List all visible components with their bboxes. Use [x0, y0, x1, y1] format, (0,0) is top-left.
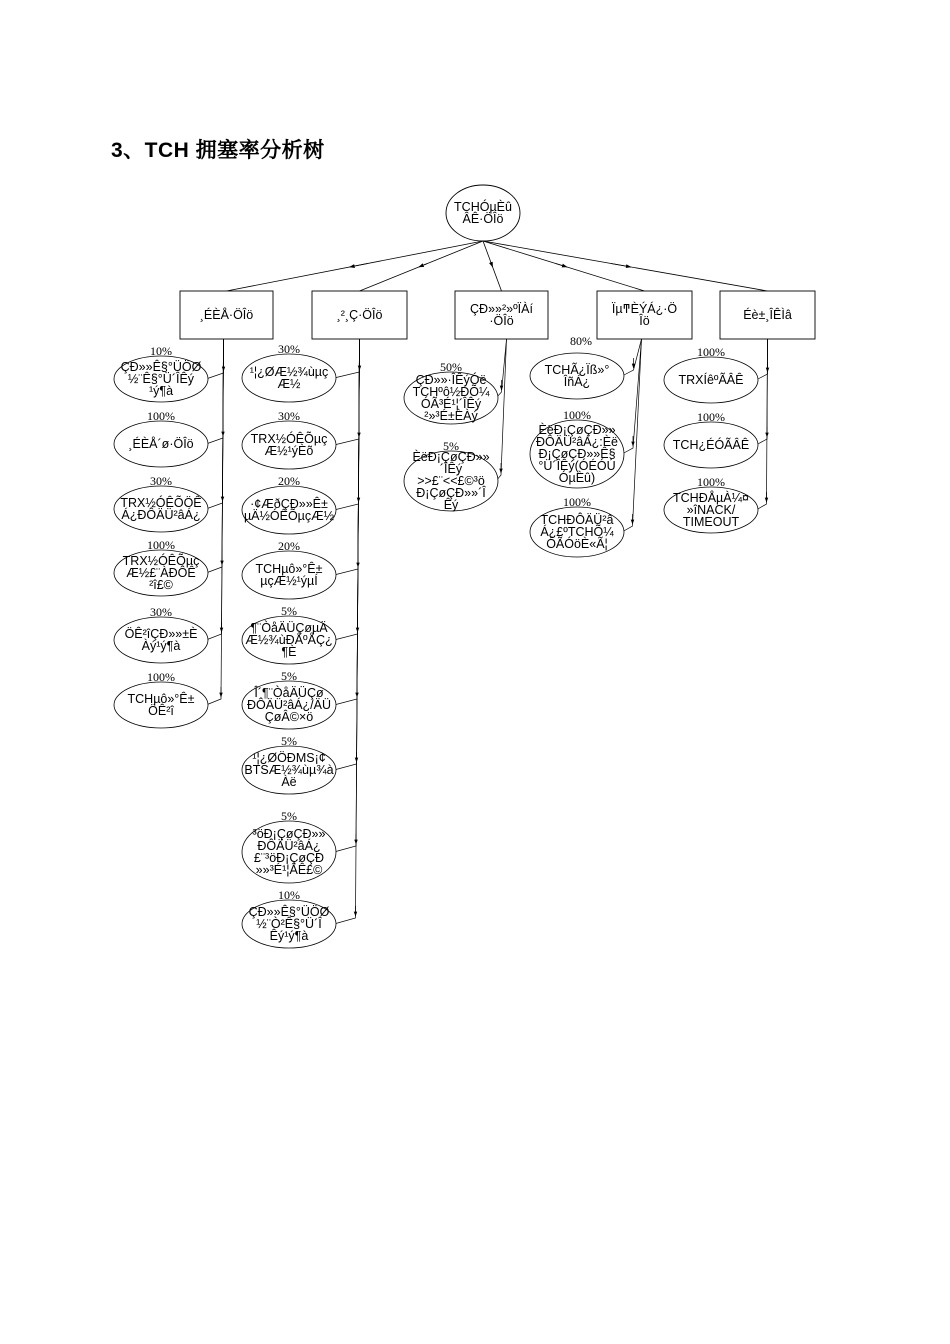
branch-2-child-5-connector: [334, 339, 360, 640]
branch-2-child-2-connector: [334, 339, 360, 445]
branch-1-child-1-connector: [206, 339, 224, 379]
branch-3-child-2-text: >>£¨<<£©³ö: [417, 474, 485, 488]
branch-2-child-7-text: ¹¦¿ØÖÐMS¡¢: [252, 751, 326, 765]
branch-4-child-3-percentage: 100%: [563, 495, 591, 509]
branch-2-child-2-text: TRX½ÓÊÕµç: [250, 432, 328, 446]
branch-2-child-6-text: Î´¶¨ÒåÄÜÇø: [254, 686, 324, 700]
branch-2-child-8-text: ³öÐ¡ÇøÇÐ»»: [252, 827, 326, 841]
branch-3-box-text: ÇÐ»»²»ºÏÀí: [470, 302, 533, 316]
branch-2-child-6-connector: [334, 339, 360, 705]
root-node-text: TCHÓµÈû: [454, 200, 512, 214]
branch-4-child-1-text: ÎñÁ¿: [563, 375, 591, 389]
branch-4-child-2-text: °Ü´ÎÊý(ÓÉÓÚ: [538, 459, 616, 473]
branch-3-child-2-connector: [496, 339, 507, 481]
branch-2-child-3-percentage: 20%: [278, 474, 300, 488]
branch-3-child-2-text: ´ÎÊý: [439, 462, 463, 476]
branch-3-child-2-percentage: 5%: [443, 439, 459, 453]
branch-3-child-2-text: ÈëÐ¡ÇøÇÐ»»: [412, 450, 490, 464]
branch-3-child-1-percentage: 50%: [440, 360, 462, 374]
branch-3-child-1-text: ÇÐ»»·ÎÊýÓë: [415, 373, 487, 387]
branch-2-child-4-percentage: 20%: [278, 539, 300, 553]
branch-3-child-2-text: Ð¡ÇøÇÐ»»´Î: [416, 486, 486, 500]
branch-4-percentage: 80%: [570, 334, 592, 348]
branch-3-child-1-text: TCHºô½ÐÕ¼: [412, 385, 490, 399]
branch-2-child-5-text: ¶È: [281, 645, 297, 659]
branch-2-child-7-percentage: 5%: [281, 734, 297, 748]
branch-2-arrow: [419, 264, 428, 268]
branch-3-child-1-text: ÓÃ³É¹¦´ÎÊý: [420, 397, 482, 411]
branch-2-child-6-text: ÐÔÄÜ²âÁ¿/ÄÜ: [246, 698, 332, 712]
branch-2-child-4-text: µçÆ½¹ýµÍ: [260, 574, 318, 588]
branch-2-child-8-text: £¨³öÐ¡ÇøÇÐ: [253, 851, 325, 865]
branch-5-child-3-percentage: 100%: [697, 475, 725, 489]
branch-2-child-3-text: ·¢ÆðÇÐ»»Ê±: [250, 497, 328, 511]
branch-2-child-4-text: TCHµô»°Ê±: [255, 562, 323, 576]
branch-1-child-4-text: Æ½£¨ÀÐÔÊ: [126, 566, 196, 580]
branch-2-child-7-connector: [334, 339, 360, 770]
branch-1-arrow: [350, 264, 368, 268]
branch-5-child-3-text: TIMEOUT: [682, 515, 740, 529]
branch-2-child-1-connector: [334, 339, 360, 378]
branch-2-child-9-percentage: 10%: [278, 888, 300, 902]
branch-4-child-3-connector: [622, 339, 642, 532]
branch-5-box-text: Éè±¸ÎÊÌâ: [743, 308, 792, 322]
branch-1-box-text: ¸ÉÈÅ·ÖÎö: [199, 308, 254, 322]
branch-4-child-2-text: ÓµÈû): [558, 471, 596, 485]
branch-1-child-2-percentage: 100%: [147, 409, 175, 423]
branch-1-child-2-text: ¸ÉÈÅ´ø·ÖÎö: [128, 437, 194, 451]
branch-2-child-6-text: ÇøÂ©×ö: [264, 710, 314, 724]
branch-2-child-9-text: ÇÐ»»Ê§°ÜÖØ: [248, 905, 330, 919]
branch-1-child-5-text: Àý¹ý¶à: [141, 639, 181, 653]
document-heading: 3、TCH 拥塞率分析树: [111, 139, 325, 162]
branch-4-child-1-text: TCHÃ¿Ïß»°: [544, 363, 610, 377]
branch-1-child-1-percentage: 10%: [150, 344, 172, 358]
branch-1-child-5-percentage: 30%: [150, 605, 172, 619]
branch-5-child-1-percentage: 100%: [697, 345, 725, 359]
branch-1-child-4-text: ²î£©: [149, 578, 173, 592]
branch-2-child-8-percentage: 5%: [281, 809, 297, 823]
branch-5-child-3-text: »îNACK/: [686, 503, 736, 517]
branch-2-child-3-connector: [334, 339, 360, 510]
branch-1-child-5-text: ÖÊ²îÇÐ»»±È: [124, 627, 198, 641]
branch-2-child-1-text: Æ½: [277, 377, 301, 391]
branch-2-child-8-text: ÐÔÄÜ²âÁ¿: [257, 839, 321, 853]
branch-1-child-3-percentage: 30%: [150, 474, 172, 488]
branch-3-child-2-text: Êý: [443, 498, 459, 512]
branch-2-child-2-percentage: 30%: [278, 409, 300, 423]
branch-5-child-1-connector: [756, 339, 768, 380]
branch-4-child-2-text: Ð¡ÇøÇÐ»»Ê§: [538, 447, 616, 461]
branch-2-child-5-text: ¶¨ÒåÄÜÇøµÄ: [250, 621, 328, 635]
branch-4-child-2-percentage: 100%: [563, 408, 591, 422]
branch-1-child-1-text: ½¨Ê§°Ü´ÎÊý: [127, 372, 195, 386]
branch-2-child-8-text: »»³É¹¦ÂÊ£©: [255, 863, 323, 877]
branch-1-child-1-text: ¹ý¶à: [148, 384, 174, 398]
branch-1-child-6-text: TCHµô»°Ê±: [127, 692, 195, 706]
branch-1-child-2-connector: [206, 339, 224, 444]
branch-2-child-1-text: ¹¦¿ØÆ½¾ùµç: [249, 365, 329, 379]
branch-2-child-8-connector: [334, 339, 360, 852]
branch-5-child-1-text: TRXÍêºÃÂÊ: [678, 373, 744, 387]
branch-4-child-3-text: TCHÐÔÄÜ²â: [540, 513, 614, 527]
branch-4-box-text: ÏµͳÈÝÁ¿·Ö: [611, 302, 678, 316]
branch-1-child-6-text: ÖÊ²î: [148, 704, 174, 718]
branch-4-box-text: Îö: [639, 314, 650, 328]
branch-2-child-4-connector: [334, 339, 360, 575]
branch-4-child-1-connector: [622, 339, 642, 376]
branch-2-child-5-percentage: 5%: [281, 604, 297, 618]
branch-1-child-1-text: ÇÐ»»Ê§°ÜÖØ: [120, 360, 202, 374]
branch-3-box-text: ·ÖÎö: [489, 314, 514, 328]
branch-1-child-6-connector: [206, 339, 224, 705]
branch-1-child-3-text: TRX½ÓÊÕÖÊ: [120, 496, 202, 510]
branch-2-box-text: ¸²¸Ç·ÖÎö: [336, 308, 383, 322]
branch-4-arrow: [556, 264, 567, 268]
branch-2-child-5-text: Æ½¾ùÐÅºÅÇ¿: [245, 633, 333, 647]
branch-2-child-6-percentage: 5%: [281, 669, 297, 683]
branch-2-child-3-text: µÄ½ÓÊÕµçÆ½: [243, 509, 335, 523]
branch-5-child-2-text: TCH¿ÉÓÃÂÊ: [672, 438, 750, 452]
branch-5-child-2-percentage: 100%: [697, 410, 725, 424]
branch-4-child-2-text: ÐÔÄÜ²âÁ¿:Èë: [536, 435, 618, 449]
branch-1-child-6-percentage: 100%: [147, 670, 175, 684]
branch-3-arrow: [491, 264, 492, 268]
branch-2-child-9-text: Êý¹ý¶à: [269, 929, 309, 943]
branch-5-arrow: [611, 264, 631, 268]
root-node-text: ÂÊ·ÖÎö: [462, 212, 504, 226]
branch-5-child-3-connector: [756, 339, 768, 510]
branch-4-child-2-text: ÈëÐ¡ÇøÇÐ»»: [538, 423, 616, 437]
branch-5-child-2-connector: [756, 339, 768, 445]
branch-3-child-1-text: ²»³É±ÈÀý: [424, 409, 478, 423]
branch-2-child-7-text: Àë: [281, 775, 297, 789]
branch-4-child-3-text: Á¿£ºTCHÕ¼: [540, 525, 614, 539]
branch-2-child-2-text: Æ½¹ýÈõ: [264, 444, 314, 458]
branch-1-child-5-connector: [206, 339, 224, 640]
branch-1-child-4-text: TRX½ÓÊÕµç: [122, 554, 200, 568]
branch-2-child-1-percentage: 30%: [278, 342, 300, 356]
branch-1-child-3-text: Á¿ÐÔÄÜ²âÁ¿: [121, 508, 201, 522]
branch-4-child-3-text: ÓÃÓöÈ«Ã¦: [546, 537, 608, 551]
branch-1-child-4-percentage: 100%: [147, 538, 175, 552]
branch-2-child-9-text: ½¨Ò²Ê§°Ü´Î: [256, 917, 322, 931]
branch-5-child-3-text: TCHÐÅµÀ¼¤: [673, 491, 749, 505]
branch-2-child-7-text: BTSÆ½¾ùµ¾à: [244, 763, 334, 777]
branch-1-child-3-connector: [206, 339, 224, 509]
